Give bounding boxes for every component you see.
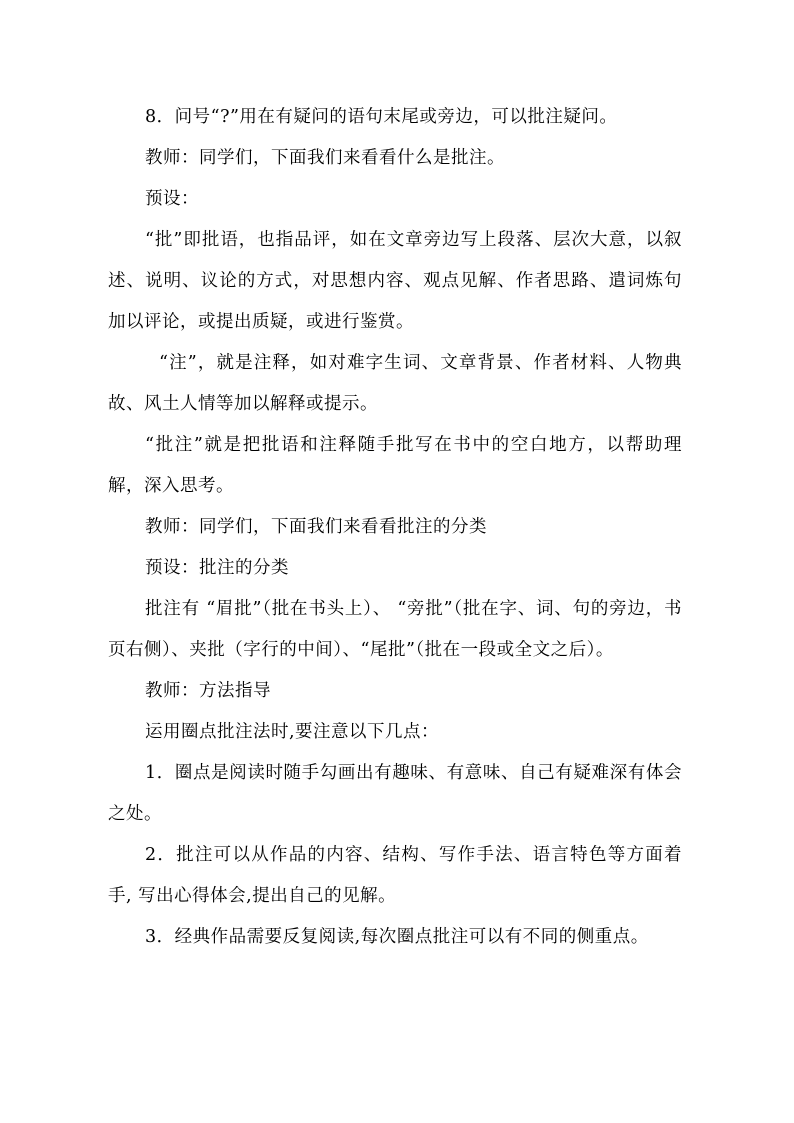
paragraph-question-mark: 8．问号“?”用在有疑问的语句末尾或旁边，可以批注疑问。 [145,107,618,127]
paragraph-method-intro: 运用圈点批注法时,要注意以下几点： [145,722,440,742]
paragraph-point-2: 2．批注可以从作品的内容、结构、写作手法、语言特色等方面着手, 写出心得体会,提出自己的见解。 [108,845,682,906]
paragraph-preset-classification: 预设：批注的分类 [145,558,289,578]
paragraph-point-1: 1．圈点是阅读时随手勾画出有趣味、有意味、自己有疑难深有体会之处。 [108,763,682,824]
paragraph-teacher-what-is-annotation: 教师：同学们，下面我们来看看什么是批注。 [145,148,505,168]
paragraph-zhu-definition: “注”，就是注释，如对难字生词、文章背景、作者材料、人物典故、风土人情等加以解释或提示。 [108,353,682,414]
paragraph-pi-definition: “批”即批语，也指品评，如在文章旁边写上段落、层次大意，以叙述、说明、议论的方式，对思想内容、观点见解、作者思路、遣词炼句加以评论，或提出质疑，或进行鉴赏。 [108,230,682,332]
paragraph-pizhu-definition: “批注”就是把批语和注释随手批写在书中的空白地方，以帮助理解，深入思考。 [108,435,682,496]
paragraph-preset: 预设： [145,189,199,209]
paragraph-point-3: 3．经典作品需要反复阅读,每次圈点批注可以有不同的侧重点。 [145,927,649,947]
paragraph-teacher-classification: 教师：同学们，下面我们来看看批注的分类 [145,517,487,537]
document-body [108,97,682,958]
paragraph-classification-types: 批注有 “眉批”（批在书头上）、 “旁批”（批在字、词、句的旁边，书页右侧）、夹批（字行的中间）、“尾批”（批在一段或全文之后）。 [108,599,682,660]
paragraph-teacher-method: 教师：方法指导 [145,681,271,701]
